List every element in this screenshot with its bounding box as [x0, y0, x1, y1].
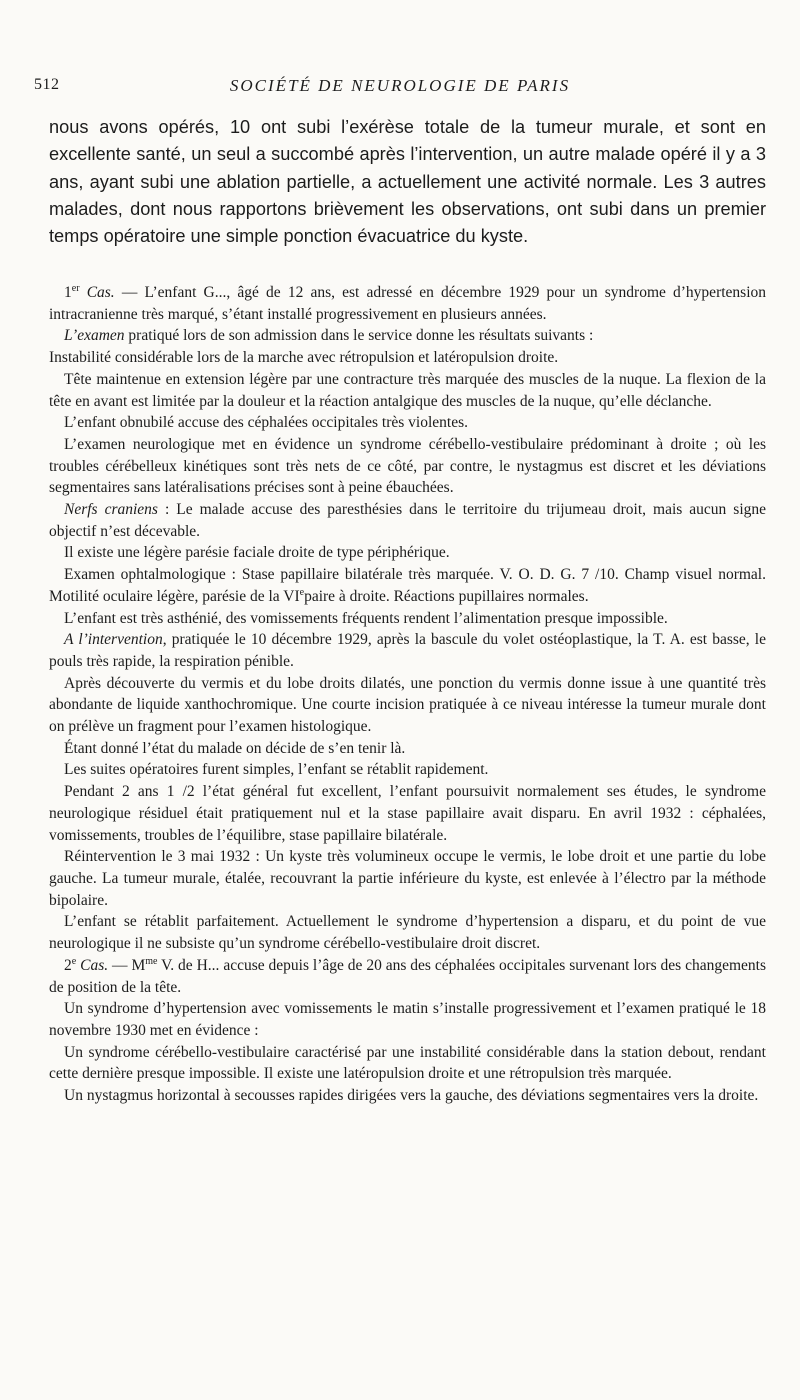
- case-2-label: Cas.: [80, 956, 109, 974]
- exam-label: L’examen: [64, 327, 125, 345]
- case-1-label: Cas.: [86, 284, 115, 301]
- ophtalmo-ordinal: e: [299, 586, 305, 598]
- nerfs-text: : Le malade accuse des paresthésies dans le territoire du trijumeau droit, mais aucun signe objectif n’est décevable.: [49, 501, 767, 540]
- running-head: SOCIÉTÉ DE NEUROLOGIE DE PARIS: [229, 76, 571, 95]
- case-2-title-sup: me: [145, 955, 158, 967]
- case-2-number: 2: [64, 956, 72, 974]
- case-2-text-b: V. de H... accuse depuis l’âge de 20 ans des céphalées occipitales survenant lors des changements de position de la tête.: [49, 956, 767, 996]
- instabilite-paragraph: Instabilité considérable lors de la marche avec rétropulsion et latéropulsion droite.: [49, 349, 559, 367]
- ophtalmo-paragraph: [49, 564, 766, 607]
- intervention-text: , pratiquée le 10 décembre 1929, après la bascule du volet ostéoplastique, la T. A. est basse, le pouls très rapide, la respiration pénible.: [49, 631, 766, 670]
- exam-text: pratiqué lors de son admission dans le service donne les résultats suivants :: [124, 327, 594, 345]
- nystagmus-paragraph: Un nystagmus horizontal à secousses rapides dirigées vers la gauche, des déviations segmentaires vers la droite.: [64, 1087, 759, 1105]
- exam-paragraph: [49, 325, 766, 347]
- reintervention-paragraph: Réintervention le 3 mai 1932 : Un kyste très volumineux occupe le vermis, le lobe droit et une partie du lobe gauche. La tumeur murale, étalée, recouvrant la partie inférieure du kyste, est enlevée à l’électro par la méthode bipolaire.: [49, 848, 766, 909]
- retablit-paragraph: L’enfant se rétablit parfaitement. Actuellement le syndrome d’hypertension a disparu, et du point de vue neurologique il ne subsiste qu’un syndrome cérébello-vestibulaire droit discret.: [49, 913, 766, 953]
- nerfs-label: Nerfs craniens: [64, 501, 158, 519]
- case-2-paragraph: [49, 955, 766, 998]
- ophtalmo-text-a: Examen ophtalmologique : Stase papillaire bilatérale très marquée. V. O. D. G. 7 /10. Champ visuel normal. Motilité oculaire légère, parésie de la VI: [49, 566, 766, 605]
- examen-neuro-paragraph: L’examen neurologique met en évidence un syndrome cérébello-vestibulaire prédominant à droite ; où les troubles cérébelleux kinétiques sont très nets de ce côté, par contre, le nystagmus est discret et les déviations segmentaires sans latéralisations précises sont à peine ébauchées.: [49, 435, 766, 497]
- case-1-number: 1: [64, 284, 72, 301]
- tete-paragraph: Tête maintenue en extension légère par une contracture très marquée des muscles de la nuque. La flexion de la tête en avant est limitée par la douleur et la réaction antalgique des muscles de la nuque, qu’elle déclanche.: [49, 370, 766, 410]
- page-number: 512: [34, 76, 60, 93]
- obnubile-paragraph: L’enfant obnubilé accuse des céphalées occipitales très violentes.: [64, 414, 468, 432]
- asthenie-paragraph: L’enfant est très asthénié, des vomissements fréquents rendent l’alimentation presque impossible.: [64, 609, 668, 627]
- intervention-label: A l’intervention: [64, 631, 163, 649]
- case-1-ordinal: er: [71, 282, 80, 294]
- etant-paragraph: Étant donné l’état du malade on décide de s’en tenir là.: [64, 739, 406, 757]
- suites-paragraph: Les suites opératoires furent simples, l’enfant se rétablit rapidement.: [64, 761, 489, 779]
- case-1-text: — L’enfant G..., âgé de 12 ans, est adressé en décembre 1929 pour un syndrome d’hypertension intracranienne très marqué, s’étant installé progressivement en plusieurs années.: [49, 284, 767, 323]
- syndrome-cer-paragraph: Un syndrome cérébello-vestibulaire caractérisé par une instabilité considérable dans la station debout, rendant cette dernière presque impossible. Il existe une latéropulsion droite et une rétropulsion très marquée.: [49, 1043, 766, 1083]
- intro-paragraph: nous avons opérés, 10 ont subi l’exérèse totale de la tumeur murale, et sont en excellente santé, un seul a succombé après l’intervention, un autre malade opéré il y a 3 ans, ayant subi une ablation partielle, a actuellement une activité normale. Les 3 autres malades, dont nous rapportons brièvement les observations, ont subi dans un premier temps opératoire une simple ponction évacuatrice du kyste.: [49, 117, 766, 247]
- pendant-paragraph: Pendant 2 ans 1 /2 l’état général fut excellent, l’enfant poursuivit normalement ses études, le syndrome neurologique résiduel était pratiquement nul et la stase papillaire avait disparu. En avril 1932 : céphalées, vomissements, troubles de l’équilibre, stase papillaire bilatérale.: [49, 783, 766, 844]
- syndrome-hyp-paragraph: Un syndrome d’hypertension avec vomissements le matin s’installe progressivement et l’examen pratiqué le 18 novembre 1930 met en évidence :: [49, 1000, 766, 1039]
- case-2-ordinal: e: [71, 955, 77, 967]
- paresie-paragraph: Il existe une légère parésie faciale droite de type périphérique.: [64, 544, 450, 562]
- nerfs-paragraph: [49, 499, 766, 542]
- case-reports: [49, 282, 766, 1107]
- case-1-paragraph: [49, 282, 766, 325]
- decouverte-paragraph: Après découverte du vermis et du lobe droits dilatés, une ponction du vermis donne issue à une quantité très abondante de liquide xanthochromique. Une courte incision pratiquée à ce niveau intéresse la tumeur murale dont on prélève un fragment pour l’examen histologique.: [49, 674, 766, 736]
- intervention-paragraph: [49, 629, 766, 672]
- ophtalmo-text-b: paire à droite. Réactions pupillaires normales.: [304, 587, 589, 605]
- page-header: [34, 76, 766, 98]
- case-2-text-a: — M: [108, 956, 146, 974]
